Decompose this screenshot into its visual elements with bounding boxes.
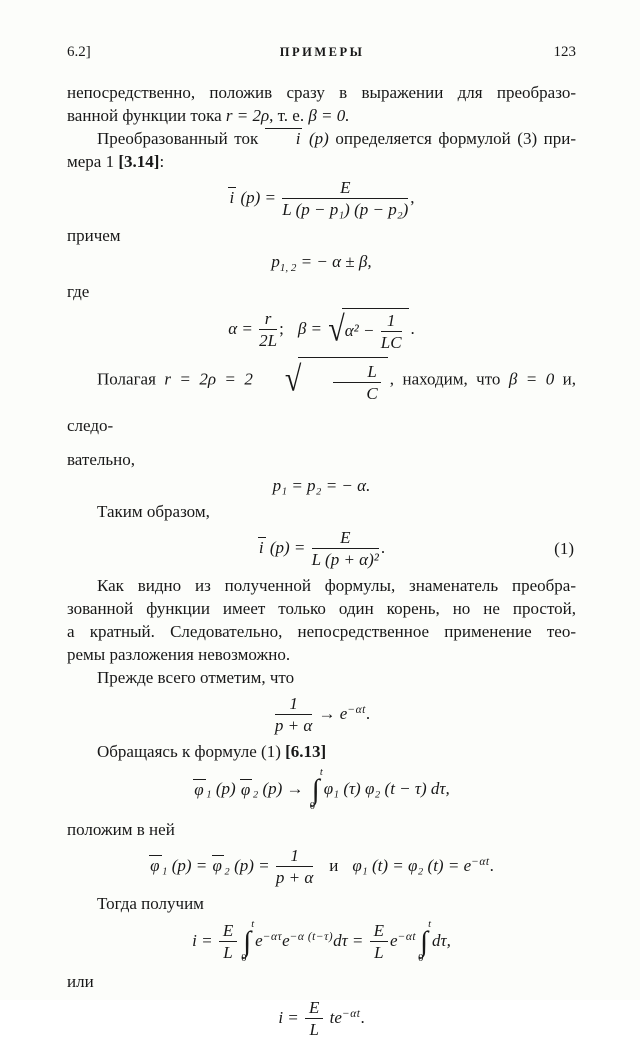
fraction: $\frac{E}{L}$ [217, 921, 239, 962]
inline-math: r = 2ρ = 2 [164, 369, 253, 389]
arrow-icon: → [314, 704, 340, 724]
line-obraschayas: Обращаясь к формуле (1) [6.13] [97, 742, 327, 762]
page-header [67, 44, 576, 61]
formula-transformed-current: i (p) = $\frac{E}{\text{L (p − p₁) (p − p₂)}}$ , [229, 178, 415, 220]
inline-math: β = 0 [508, 369, 555, 389]
line-prezhde: Прежде всего отметим, что [97, 668, 295, 688]
formula-1-result: i (p) = $\frac{E}{\text{L (p + α)²}}$ . (1) [258, 528, 574, 570]
formula-integral-evaluation: i = $\frac{E}{L}$ t ∫ 0 $e^{-\alpha\tau}e^{-\alpha (t-\tau)}d\tau$ = $\frac{E}{L}$ $e^{-\alpha t}$ t ∫ 0 dτ, [192, 919, 451, 965]
fraction: $\frac{E}{\text{L (p + α)²}}$ [311, 528, 379, 570]
fraction: $\frac{E}{\text{L (p − p₁) (p − p₂)}}$ [282, 178, 409, 220]
paragraph-1-line-2: ванной функции тока r = 2ρ, т. е. β = 0. [67, 106, 350, 125]
integral-sign: ∫ [420, 925, 429, 958]
equation-number: (1) [554, 539, 574, 559]
page-number: 123 [553, 44, 576, 60]
word-gde: где [67, 281, 90, 301]
paragraph-2-line-2: мера 1 [3.14]: [67, 152, 165, 171]
paragraph-3-line-4: ремы разложения невозможно. [67, 645, 291, 665]
integral: t ∫ 0 [241, 919, 255, 965]
formula-substitution: φ ₁ (p) = φ ₂ (p) = $\frac{1}{p + \alpha}$ и φ₁ (t) = φ₂ $(t) = e^{-\alpha t}$. [150, 845, 494, 887]
i-bar: i [265, 128, 303, 148]
paragraph-2-line-1: Преобразованный ток i (p) определяется формулой (3) при- [97, 129, 577, 148]
radical-sign: √ [284, 360, 302, 400]
line-togda: Тогда получим [97, 894, 204, 914]
fraction: $\frac{1}{p + \alpha}$ [274, 694, 313, 736]
line-takim-obrazom: Таким образом, [97, 502, 210, 522]
reference-3-14: [3.14] [118, 152, 160, 171]
running-title: ПРИМЕРЫ [279, 45, 365, 59]
integral: t ∫ 0 [418, 919, 432, 965]
radical: √ α² − $\frac{1}{LC}$ [328, 308, 408, 352]
radical-sign: √ [328, 309, 345, 349]
paragraph-1-line-1: непосредственно, положив сразу в выражении для преобразо- [67, 83, 576, 102]
formula-convolution: φ ₁ (p) φ ₂ (p) → t ∫ 0 φ₁ (τ) φ₂ (t − τ) dτ, [194, 767, 450, 813]
paragraph-polagaya-line-1: Полагая r = 2ρ = 2 √ $\frac{L}{C}$ , находим, что β = 0 и, следо- [67, 357, 576, 448]
word-prichem: причем [67, 226, 121, 246]
reference-6-13: [6.13] [285, 742, 327, 762]
phi-bar: φ [240, 779, 251, 799]
i-bar: i [258, 538, 264, 558]
section-marker: 6.2] [67, 44, 91, 60]
phi-bar: φ [150, 855, 160, 875]
formula-exponential-correspondence: $\frac{1}{p + \alpha}$ → $e^{-\alpha t}$. [274, 694, 371, 736]
radical [255, 357, 388, 404]
formula-roots: $p_{1, 2}$ = − α ± β, [271, 252, 372, 275]
integral: t ∫ 0 [309, 767, 323, 813]
i-bar: i [229, 187, 235, 207]
phi-bar: φ [212, 855, 222, 875]
paragraph-3-line-3: а кратный. Следовательно, непосредственное применение тео- [67, 622, 576, 642]
fraction: $\frac{L}{C}$ [331, 362, 382, 403]
word-ili: или [67, 971, 94, 991]
paragraph-3-line-1: Как видно из полученной формулы, знаменатель преобра- [97, 576, 576, 596]
inline-math: r = 2ρ [225, 106, 270, 125]
integral-sign: ∫ [243, 925, 252, 958]
fraction: $\frac{r}{2L}$ [259, 308, 278, 350]
inline-math: β = 0. [308, 106, 350, 125]
formula-final-result: i = $\frac{E}{L}$ $te^{-\alpha t}$. [278, 997, 365, 1039]
fraction: $\frac{1}{LC}$ [380, 310, 402, 352]
phi-bar: φ [194, 779, 204, 799]
fraction: $\frac{1}{p + \alpha}$ [275, 845, 314, 887]
formula-equal-roots: p₁ = p₂ = − α. [272, 475, 371, 495]
formula-alpha-beta: α = $\frac{r}{2L}$ ; β = √ α² − $\frac{1}{LC}$ . [228, 308, 415, 352]
arrow-icon: → [282, 779, 308, 799]
paragraph-polagaya-line-2: вательно, [67, 449, 135, 469]
fraction: $\frac{E}{L}$ [368, 921, 390, 962]
line-polozhim: положим в ней [67, 819, 175, 839]
fraction: $\frac{E}{L}$ [303, 998, 325, 1039]
paragraph-3-line-2: зованной функции имеет только один корень, но не простой, [67, 599, 576, 619]
integral-sign: ∫ [311, 773, 320, 806]
